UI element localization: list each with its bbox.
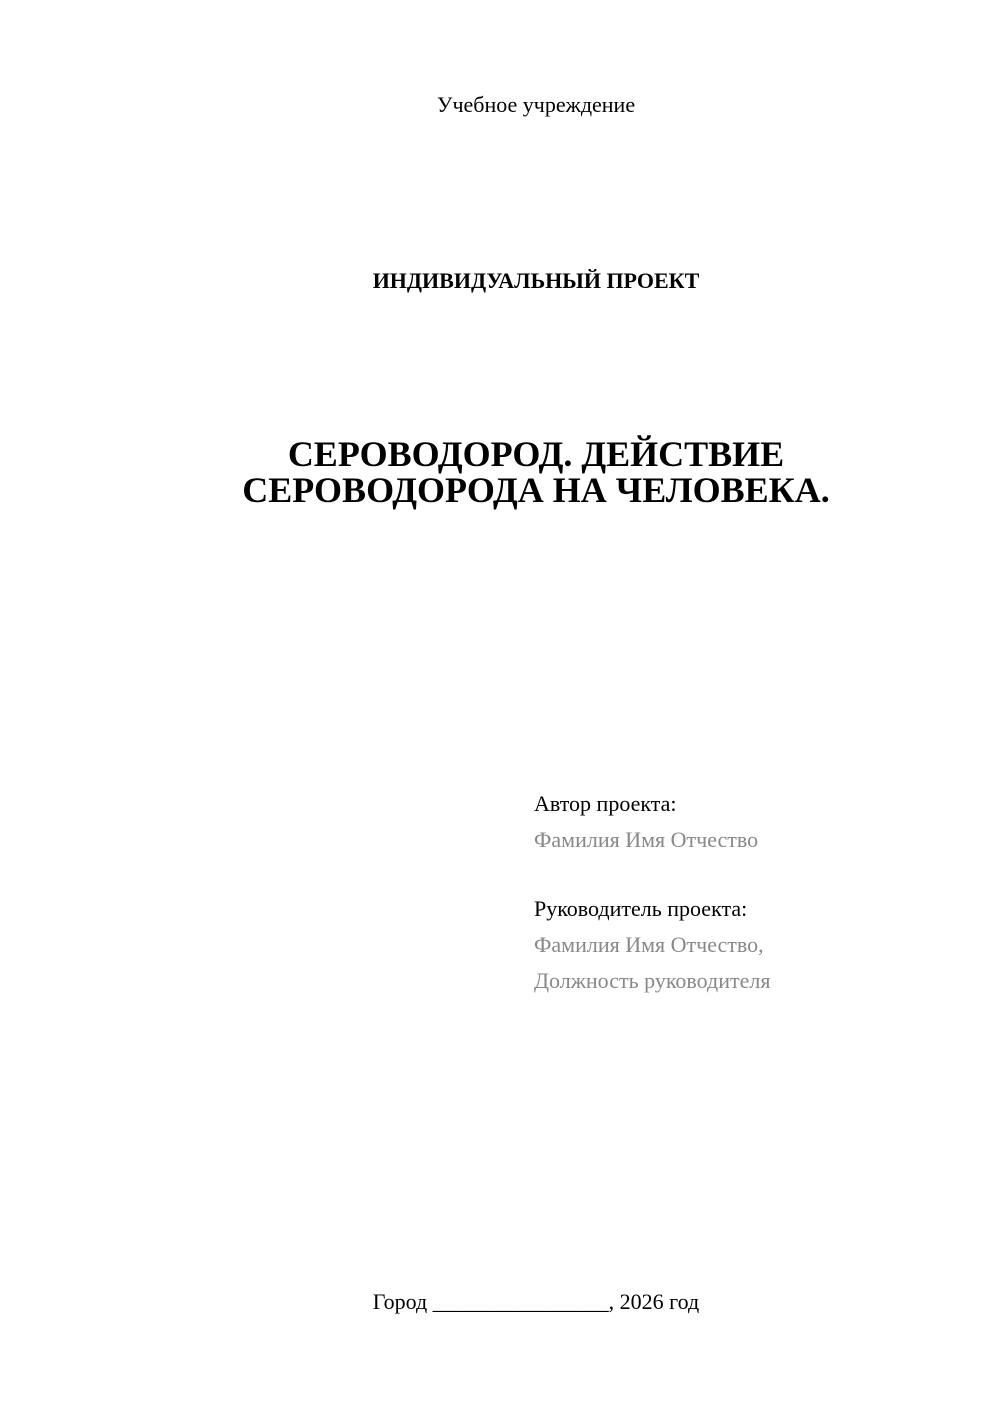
city-year-footer: Город ________________, 2026 год	[372, 1289, 700, 1314]
project-title-line-1: СЕРОВОДОРОД. ДЕЙСТВИЕ	[287, 434, 785, 474]
supervisor-name: Фамилия Имя Отчество,	[534, 932, 764, 957]
project-title	[0, 436, 1000, 508]
supervisor-position: Должность руководителя	[534, 968, 771, 993]
supervisor-block	[534, 891, 770, 999]
author-block	[534, 786, 758, 858]
institution-name: Учебное учреждение	[436, 92, 636, 117]
document-type: ИНДИВИДУАЛЬНЫЙ ПРОЕКТ	[372, 268, 700, 293]
supervisor-label: Руководитель проекта:	[534, 896, 748, 921]
project-title-line-2: СЕРОВОДОРОДА НА ЧЕЛОВЕКА.	[242, 470, 830, 510]
author-name: Фамилия Имя Отчество	[534, 827, 759, 852]
author-label: Автор проекта:	[534, 791, 677, 816]
